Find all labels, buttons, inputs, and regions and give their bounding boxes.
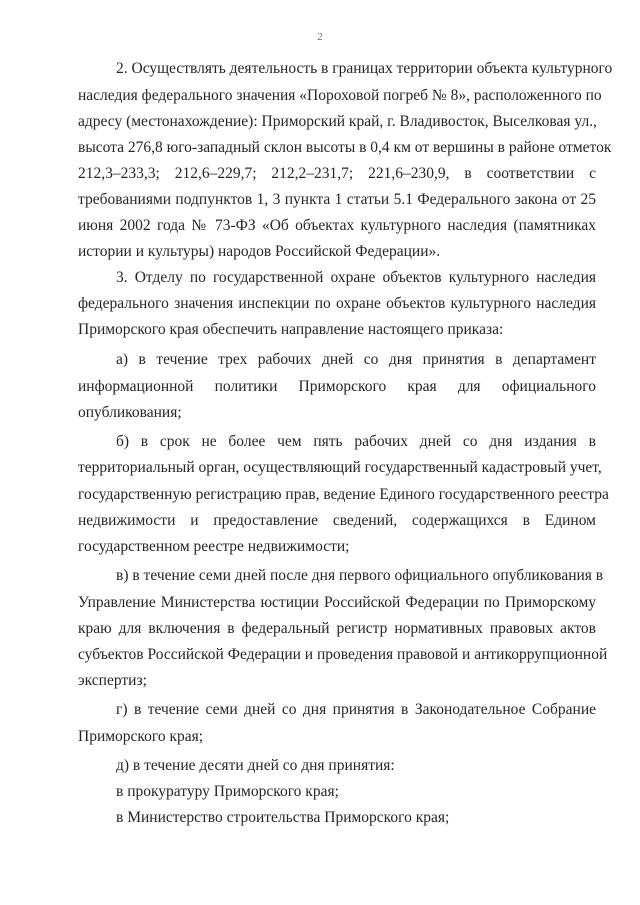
text-line: б) в срок не более чем пять рабочих дней со дня издания в [116, 433, 596, 450]
text-line: высота 276,8 юго-западный склон высоты в 0,4 км от вершины в районе отметок [78, 139, 612, 156]
text-line: Управление Министерства юстиции Российской Федерации по Приморскому [78, 594, 596, 611]
page-number: 2 [317, 31, 323, 43]
text-line: информационной политики Приморского края для официального [78, 378, 596, 395]
text-line: экспертиз; [78, 672, 147, 689]
text-line: Приморского края обеспечить направление настоящего приказа: [78, 321, 504, 338]
text-line: в Министерство строительства Приморского края; [116, 809, 450, 826]
text-line: г) в течение семи дней со дня принятия в Законодательное Собрание [116, 701, 596, 718]
text-line: требованиями подпунктов 1, 3 пункта 1 статьи 5.1 Федерального закона от 25 [78, 191, 596, 208]
text-line: опубликования; [78, 404, 182, 421]
text-line: 2. Осуществлять деятельность в границах территории объекта культурного [116, 60, 613, 77]
text-line: территориальный орган, осуществляющий государственный кадастровый учет, [78, 459, 602, 476]
text-line: а) в течение трех рабочих дней со дня принятия в департамент [116, 351, 596, 368]
text-line: государственную регистрацию прав, ведение Единого государственного реестра [78, 486, 609, 503]
text-line: краю для включения в федеральный регистр нормативных правовых актов [78, 620, 596, 637]
text-line: федерального значения инспекции по охране объектов культурного наследия [78, 295, 596, 312]
text-line: д) в течение десяти дней со дня принятия: [116, 757, 395, 774]
text-line: государственном реестре недвижимости; [78, 538, 350, 555]
text-line: истории и культуры) народов Российской Федерации». [78, 243, 441, 260]
text-line: в) в течение семи дней после дня первого официального опубликования в [116, 567, 604, 584]
text-line: адресу (местонахождение): Приморский край, г. Владивосток, Выселковая ул., [78, 113, 597, 130]
text-line: 3. Отделу по государственной охране объектов культурного наследия [116, 269, 596, 286]
text-line: недвижимости и предоставление сведений, содержащихся в Едином [78, 512, 596, 529]
text-line: 212,3–233,3; 212,6–229,7; 212,2–231,7; 221,6–230,9, в соответствии с [78, 165, 596, 182]
text-line: наследия федерального значения «Пороховой погреб № 8», расположенного по [78, 87, 602, 104]
text-line: в прокуратуру Приморского края; [116, 783, 339, 800]
text-line: июня 2002 года № 73-ФЗ «Об объектах культурного наследия (памятниках [78, 217, 596, 234]
text-line: субъектов Российской Федерации и проведения правовой и антикоррупционной [78, 646, 608, 663]
text-line: Приморского края; [78, 728, 204, 745]
